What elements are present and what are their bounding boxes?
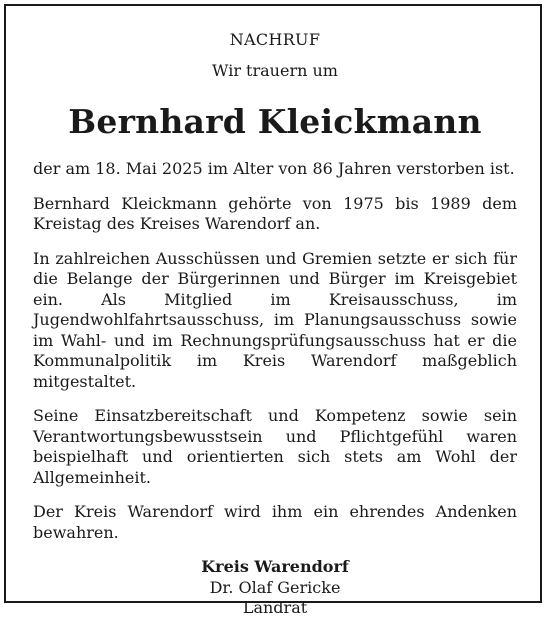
notice-heading: NACHRUF [229, 30, 321, 49]
notice-intro: Wir trauern um [212, 61, 338, 80]
paragraph-committees: In zahlreichen Ausschüssen und Gremien setzte er sich für die Belange der Bürgerinnen und Bürger im Kreisgebiet ein. Als Mitglied im Kreisausschuss, im Jugendwohlfahrtsausschuss, im Planungsausschuss sowie im Wahl- und im Rechnungsprüfungsausschuss hat er die Kommunalpolitik im Kreis Warendorf maßgeblich mitgestaltet. [33, 248, 517, 391]
paragraph-remembrance: Der Kreis Warendorf wird ihm ein ehrendes Andenken bewahren. [33, 502, 517, 542]
signature-person: Dr. Olaf Gericke [209, 577, 341, 597]
signature-role: Landrat [242, 598, 308, 617]
signature-block [33, 557, 517, 619]
obituary-notice [33, 30, 517, 619]
paragraph-kreistag: Bernhard Kleickmann gehörte von 1975 bis 1989 dem Kreistag des Kreises Warendorf an. [33, 193, 517, 233]
death-line: der am 18. Mai 2025 im Alter von 86 Jahren verstorben ist. [33, 159, 515, 178]
paragraph-character: Seine Einsatzbereitschaft und Kompetenz sowie sein Verantwortungsbewusstsein und Pflichtgefühl waren beispielhaft und orientierten sich stets am Wohl der Allgemeinheit. [33, 406, 517, 487]
signature-organization: Kreis Warendorf [201, 557, 349, 576]
deceased-name: Bernhard Kleickmann [68, 102, 482, 141]
